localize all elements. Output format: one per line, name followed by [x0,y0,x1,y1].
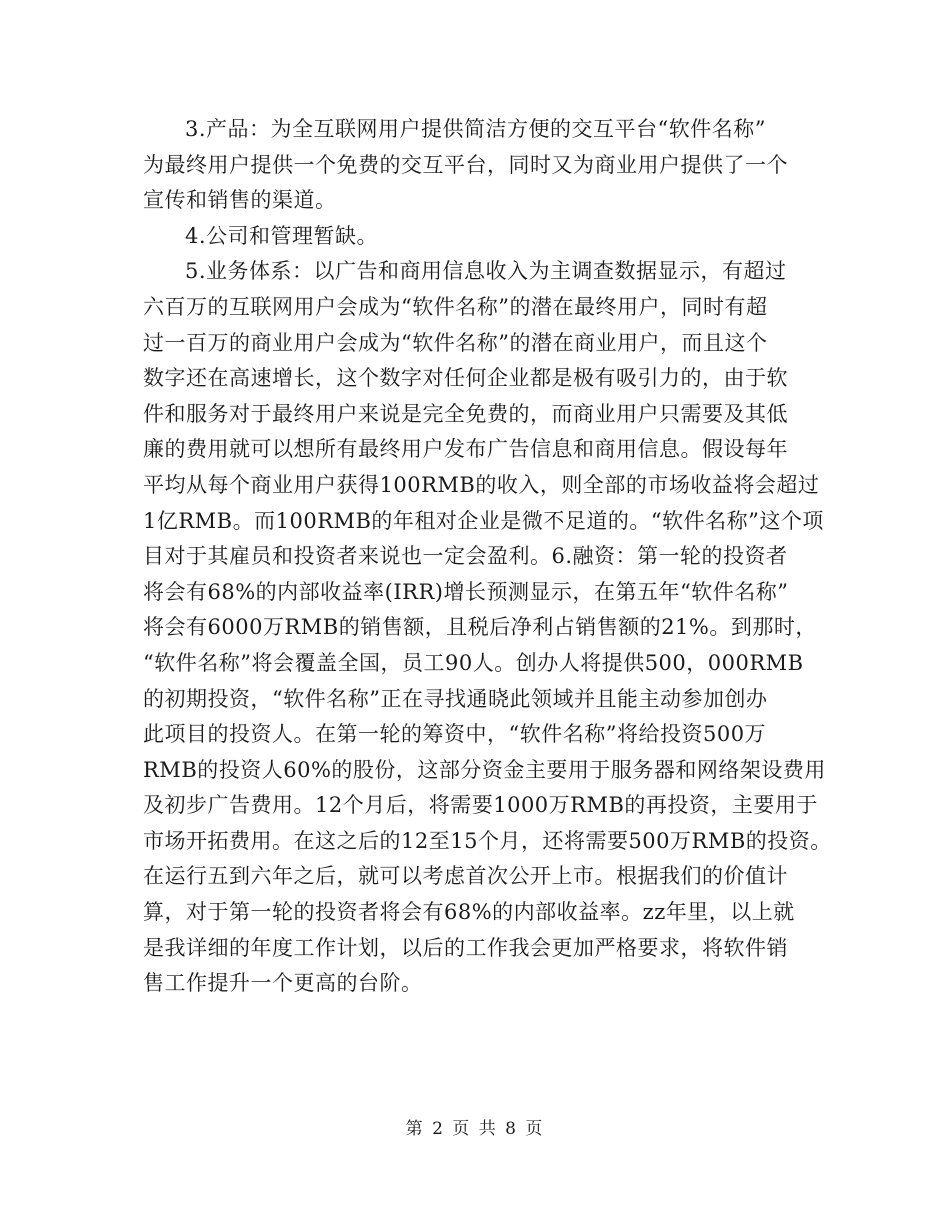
text-line: 目对于其雇员和投资者来说也一定会盈利。6.融资：第一轮的投资者 [143,544,788,569]
text-line: 为最终用户提供一个免费的交互平台，同时又为商业用户提供了一个 [143,152,788,177]
text-line: 市场开拓费用。在这之后的12至15个月，还将需要500万RMB的投资。 [143,828,832,853]
text-line: 在运行五到六年之后，就可以考虑首次公开上市。根据我们的价值计 [143,864,788,889]
text-line: 件和服务对于最终用户来说是完全免费的，而商业用户只需要及其低 [143,401,788,426]
text-line: 过一百万的商业用户会成为“软件名称”的潜在商业用户，而且这个 [143,330,768,355]
text-line: 廉的费用就可以想所有最终用户发布广告信息和商用信息。假设每年 [143,437,788,462]
text-line: 及初步广告费用。12个月后，将需要1000万RMB的再投资，主要用于 [143,793,818,818]
text-line: 的初期投资，“软件名称”正在寻找通晓此领域并且能主动参加创办 [143,686,768,711]
text-line: 此项目的投资人。在第一轮的筹资中，“软件名称”将给投资500万 [143,722,767,747]
text-line: 平均从每个商业用户获得100RMB的收入，则全部的市场收益将会超过 [143,472,820,497]
text-line: 4.公司和管理暂缺。 [185,223,379,248]
text-line: 5.业务体系：以广告和商用信息收入为主调查数据显示，有超过 [185,259,787,284]
page-footer: 第 2 页 共 8 页 [405,1119,545,1139]
text-line: 将会有68%的内部收益率(IRR)增长预测显示，在第五年“软件名称” [143,579,789,604]
text-line: RMB的投资人60%的股份，这部分资金主要用于服务器和网络架设费用 [143,757,826,782]
text-line: 3.产品：为全互联网用户提供简洁方便的交互平台“软件名称” [185,117,767,141]
text-line: 数字还在高速增长，这个数字对任何企业都是极有吸引力的，由于软 [143,366,788,391]
text-line: 算，对于第一轮的投资者将会有68%的内部收益率。zz年里，以上就 [143,900,795,925]
text-line: 售工作提升一个更高的台阶。 [143,971,423,996]
text-line: “软件名称”将会覆盖全国，员工90人。创办人将提供500，000RMB [143,650,804,675]
text-line: 六百万的互联网用户会成为“软件名称”的潜在最终用户，同时有超 [143,294,768,319]
body-text [143,112,833,1002]
text-line: 宣传和销售的渠道。 [143,188,337,213]
text-line: 是我详细的年度工作计划，以后的工作我会更加严格要求，将软件销 [143,935,788,960]
text-line: 将会有6000万RMB的销售额，且税后净利占销售额的21%。到那时， [143,615,817,640]
text-line: 1亿RMB。而100RMB的年租对企业是微不足道的。“软件名称”这个项 [143,508,824,533]
